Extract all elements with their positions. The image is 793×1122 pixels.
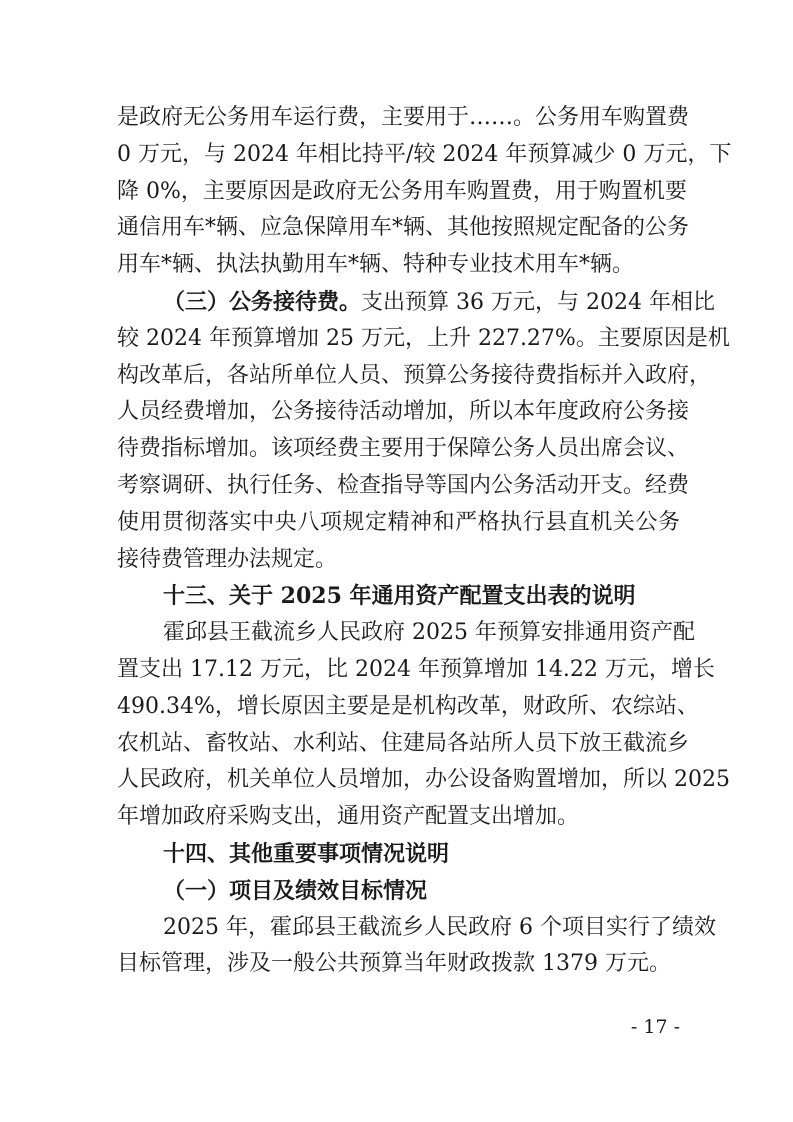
paragraph-line: 490.34%，增长原因主要是是机构改革，财政所、农综站、 xyxy=(117,693,699,719)
paragraph-last-line: 目标管理，涉及一般公共预算当年财政拨款 1379 万元。 xyxy=(117,951,671,977)
paragraph-first-line: 2025 年，霍邱县王截流乡人民政府 6 个项目实行了绩效 xyxy=(163,914,716,940)
paragraph-line: 人员经费增加，公务接待活动增加，所以本年度政府公务接 xyxy=(117,399,690,425)
inline-heading: （三）公务接待费。 xyxy=(163,289,362,315)
inline-text: 支出预算 36 万元，与 2024 年相比 xyxy=(361,290,715,315)
paragraph-first-line: 霍邱县王截流乡人民政府 2025 年预算安排通用资产配 xyxy=(163,620,695,646)
paragraph-line: 待费指标增加。该项经费主要用于保障公务人员出席会议、 xyxy=(117,436,690,462)
paragraph-last-line: 接待费管理办法规定。 xyxy=(117,546,338,572)
paragraph-line: 降 0%，主要原因是政府无公务用车购置费，用于购置机要 xyxy=(117,178,687,204)
paragraph-line: 构改革后，各站所单位人员、预算公务接待费指标并入政府， xyxy=(117,362,712,388)
paragraph-line: 是政府无公务用车运行费，主要用于……。公务用车购置费 xyxy=(117,105,690,130)
section-heading: 十四、其他重要事项情况说明 xyxy=(163,841,450,867)
paragraph-line: 置支出 17.12 万元，比 2024 年预算增加 14.22 万元，增长 xyxy=(117,657,715,682)
paragraph-first-line xyxy=(163,287,715,318)
paragraph-line: 0 万元，与 2024 年相比持平/较 2024 年预算减少 0 万元，下 xyxy=(117,141,732,167)
paragraph-last-line: 用车*辆、执法执勤用车*辆、特种专业技术用车*辆。 xyxy=(117,252,635,278)
section-heading: （一）项目及绩效目标情况 xyxy=(163,877,428,904)
paragraph-line: 使用贯彻落实中央八项规定精神和严格执行县直机关公务 xyxy=(117,509,680,535)
paragraph-line: 通信用车*辆、应急保障用车*辆、其他按照规定配备的公务 xyxy=(117,215,690,241)
paragraph-line: 农机站、畜牧站、水利站、住建局各站所人员下放王截流乡 xyxy=(117,730,690,756)
section-heading: 十三、关于 2025 年通用资产配置支出表的说明 xyxy=(163,583,636,610)
paragraph-line: 考察调研、执行任务、检查指导等国内公务活动开支。经费 xyxy=(117,473,690,498)
paragraph-last-line: 年增加政府采购支出，通用资产配置支出增加。 xyxy=(117,804,580,830)
paragraph-line: 较 2024 年预算增加 25 万元，上升 227.27%。主要原因是机 xyxy=(117,325,730,351)
paragraph-line: 人民政府，机关单位人员增加，办公设备购置增加，所以 2025 xyxy=(117,767,730,793)
page-number: - 17 - xyxy=(630,1016,680,1038)
